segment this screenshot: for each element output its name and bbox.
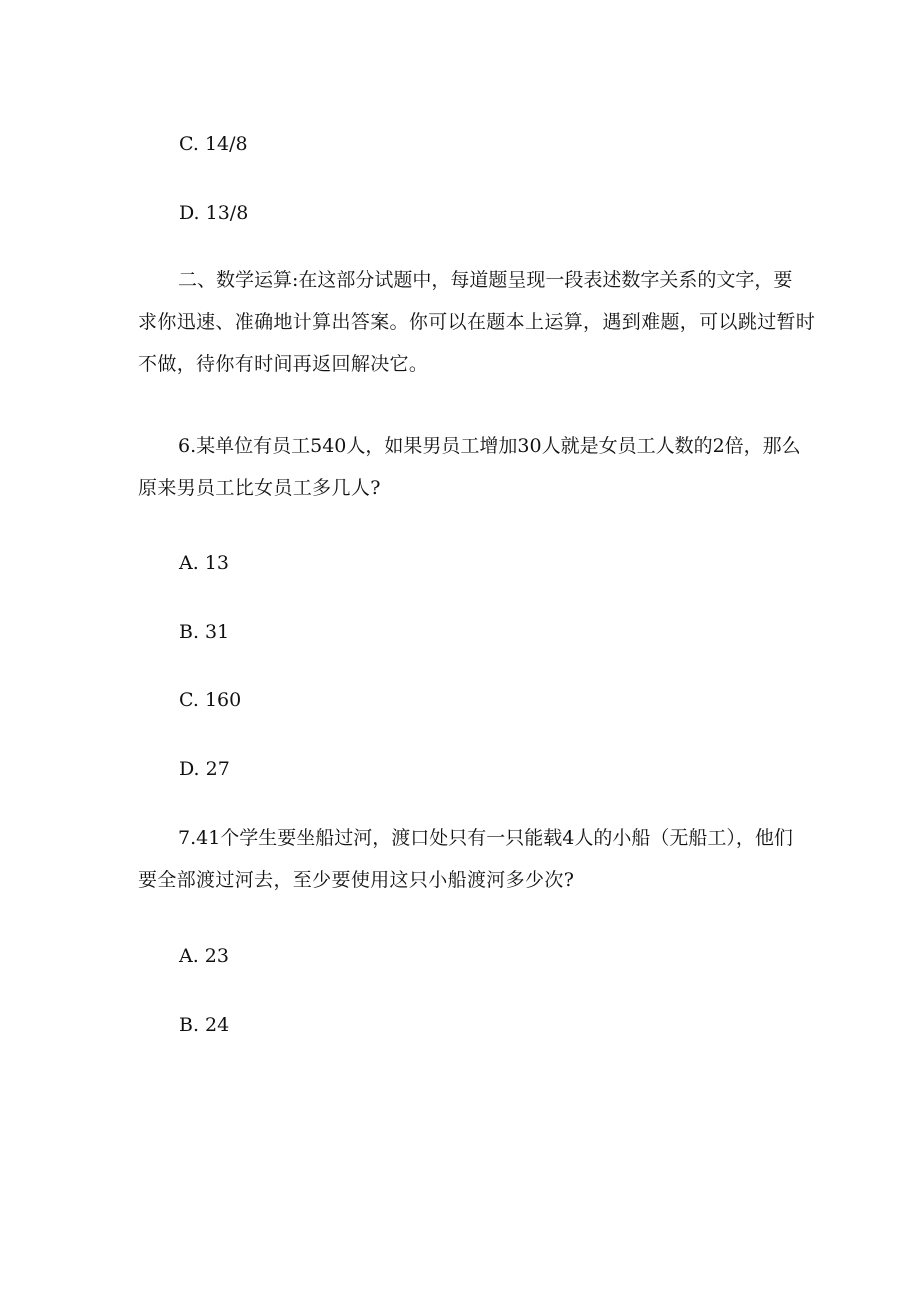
section-2-line-3: 不做，待你有时间再返回解决它。 [138,353,429,375]
q7-option-b: B. 24 [179,1014,230,1036]
question-6-stem [138,435,801,499]
section-2-line-2: 求你迅速、准确地计算出答案。你可以在题本上运算，遇到难题，可以跳过暂时 [138,311,816,333]
question-7-line-2: 要全部渡过河去，至少要使用这只小船渡河多少次? [138,869,575,891]
question-7-stem [138,827,793,891]
question-6-line-2: 原来男员工比女员工多几人? [138,477,381,499]
q6-option-b: B. 31 [179,621,230,643]
q6-option-d: D. 27 [179,758,230,780]
section-2-line-1: 二、数学运算:在这部分试题中，每道题呈现一段表述数字关系的文字，要 [178,269,793,291]
q7-option-a: A. 23 [179,945,229,967]
q5-option-c: C. 14/8 [179,133,248,155]
question-7-line-1: 7.41个学生要坐船过河，渡口处只有一只能载4人的小船（无船工），他们 [178,827,793,849]
q6-option-a: A. 13 [179,552,229,574]
section-2-instructions [138,269,816,375]
q6-option-c: C. 160 [179,689,242,711]
q5-option-d: D. 13/8 [179,202,249,224]
question-6-line-1: 6.某单位有员工540人，如果男员工增加30人就是女员工人数的2倍，那么 [178,435,801,457]
